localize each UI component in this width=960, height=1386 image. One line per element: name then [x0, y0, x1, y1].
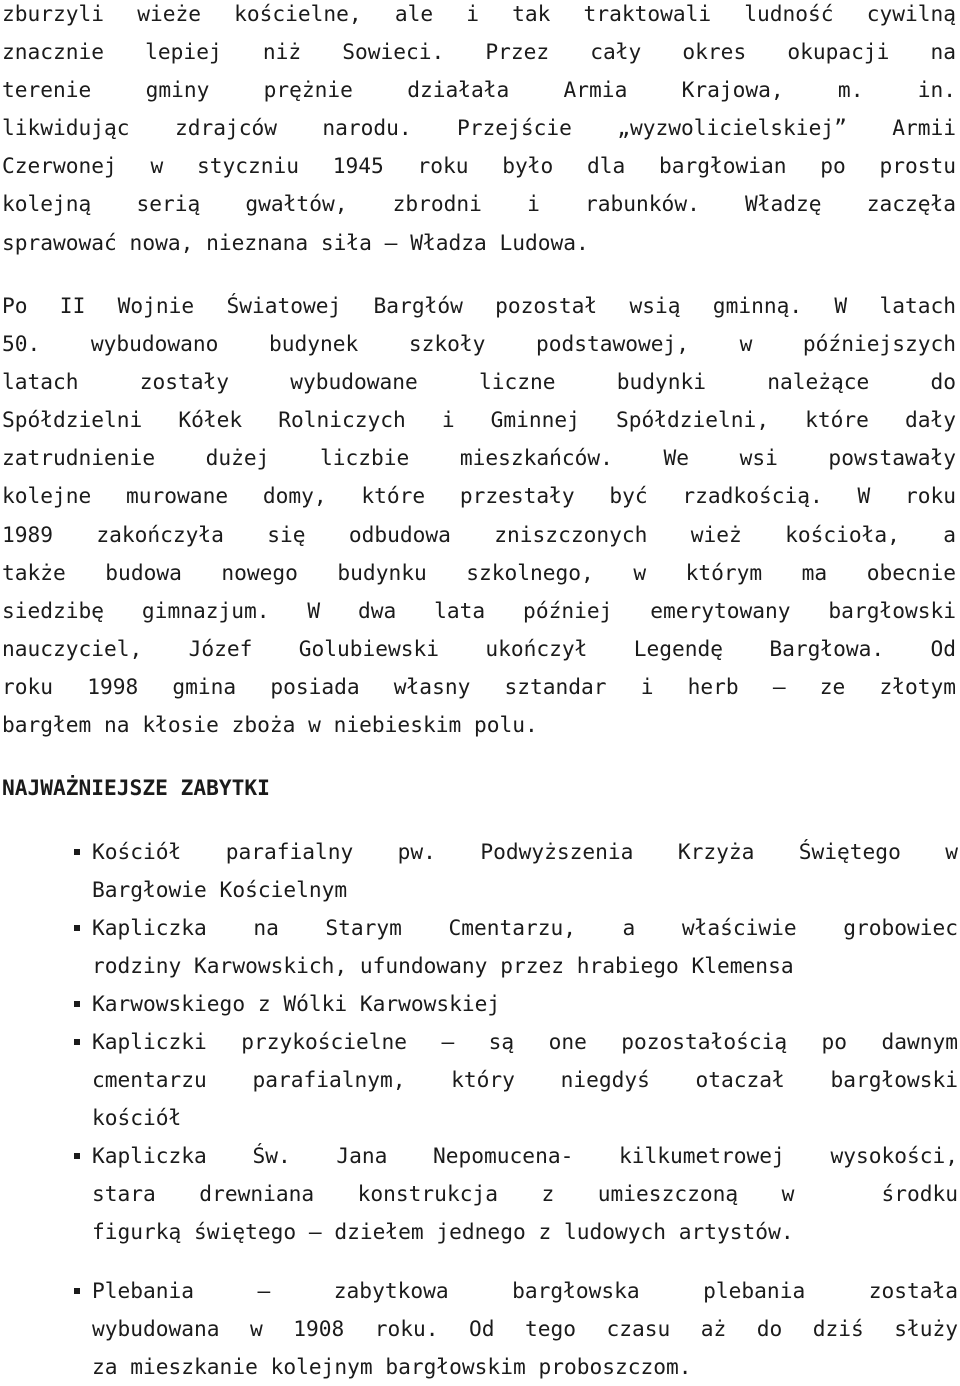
- section-heading-monuments: NAJWAŻNIEJSZE ZABYTKI: [2, 775, 270, 800]
- paragraph-postwar: [2, 287, 956, 744]
- list-item-text: [92, 1272, 958, 1386]
- text-line: także budowa nowego budynku szkolnego, w którym ma obecnie: [2, 559, 956, 585]
- square-bullet-icon: [74, 1039, 80, 1045]
- square-bullet-icon: [74, 1001, 80, 1007]
- text-line: zatrudnienie dużej liczbie mieszkańców. We wsi powstawały: [2, 445, 956, 471]
- text-line: zburzyli wieże kościelne, ale i tak traktowali ludność cywilną: [2, 1, 956, 26]
- square-bullet-icon: [74, 849, 80, 855]
- text-line: rodziny Karwowskich, ufundowany przez hrabiego Klemensa: [92, 953, 794, 979]
- list-item-text: [92, 985, 958, 1023]
- text-line: Spółdzielni Kółek Rolniczych i Gminnej Spółdzielni, które dały: [2, 407, 956, 433]
- text-line: Bargłowie Kościelnym: [92, 877, 348, 903]
- list-item-text: [92, 1137, 958, 1251]
- text-line: Po II Wojnie Światowej Bargłów pozostał wsią gminną. W latach: [2, 293, 956, 318]
- text-line: Kapliczki przykościelne – są one pozostałością po dawnym: [92, 1029, 958, 1054]
- text-line: bargłem na kłosie zboża w niebieskim polu.: [2, 712, 538, 738]
- text-line: nauczyciel, Józef Golubiewski ukończył Legendę Bargłowa. Od: [2, 635, 956, 661]
- text-line: siedzibę gimnazjum. W dwa lata później emerytowany bargłowski: [2, 597, 956, 623]
- text-line: znacznie lepiej niż Sowieci. Przez cały okres okupacji na: [2, 39, 956, 65]
- square-bullet-icon: [74, 1153, 80, 1159]
- square-bullet-icon: [74, 1288, 80, 1294]
- text-line: figurką świętego – dziełem jednego z ludowych artystów.: [92, 1219, 794, 1245]
- text-line: sprawować nowa, nieznana siła – Władza Ludowa.: [2, 229, 589, 255]
- text-line: likwidując zdrajców narodu. Przejście „wyzwolicielskiej” Armii: [2, 115, 956, 141]
- text-line: 50. wybudowano budynek szkoły podstawowej, w późniejszych: [2, 331, 956, 357]
- text-line: latach zostały wybudowane liczne budynki należące do: [2, 369, 956, 395]
- text-line: cmentarzu parafialnym, który niegdyś otaczał bargłowski: [92, 1067, 958, 1093]
- text-line: kolejne murowane domy, które przestały być rzadkością. W roku: [2, 483, 956, 509]
- list-item-text: [92, 833, 958, 909]
- text-line: Czerwonej w styczniu 1945 roku było dla bargłowian po prostu: [2, 153, 956, 179]
- text-line: za mieszkanie kolejnym bargłowskim proboszczom.: [92, 1354, 692, 1380]
- text-line: Kościół parafialny pw. Podwyższenia Krzyża Świętego w: [92, 839, 958, 864]
- list-item-text: [92, 1023, 958, 1137]
- text-line: Kapliczka na Starym Cmentarzu, a właściwie grobowiec: [92, 915, 958, 940]
- text-line: Karwowskiego z Wólki Karwowskiej: [92, 991, 501, 1016]
- text-line: Plebania – zabytkowa bargłowska plebania została: [92, 1278, 958, 1303]
- text-line: kościół: [92, 1105, 182, 1131]
- text-line: stara drewniana konstrukcja z umieszczoną w środku: [92, 1181, 958, 1207]
- text-line: wybudowana w 1908 roku. Od tego czasu aż do dziś służy: [92, 1316, 958, 1342]
- text-line: terenie gminy prężnie działała Armia Krajowa, m. in.: [2, 77, 956, 103]
- text-line: Kapliczka Św. Jana Nepomucena- kilkumetrowej wysokości,: [92, 1143, 958, 1168]
- list-item-text: [92, 909, 958, 985]
- paragraph-occupation: [2, 0, 956, 262]
- square-bullet-icon: [74, 925, 80, 931]
- text-line: kolejną serią gwałtów, zbrodni i rabunków. Władzę zaczęła: [2, 191, 956, 217]
- text-line: roku 1998 gmina posiada własny sztandar i herb – ze złotym: [2, 673, 956, 699]
- text-line: 1989 zakończyła się odbudowa zniszczonych wież kościoła, a: [2, 521, 956, 547]
